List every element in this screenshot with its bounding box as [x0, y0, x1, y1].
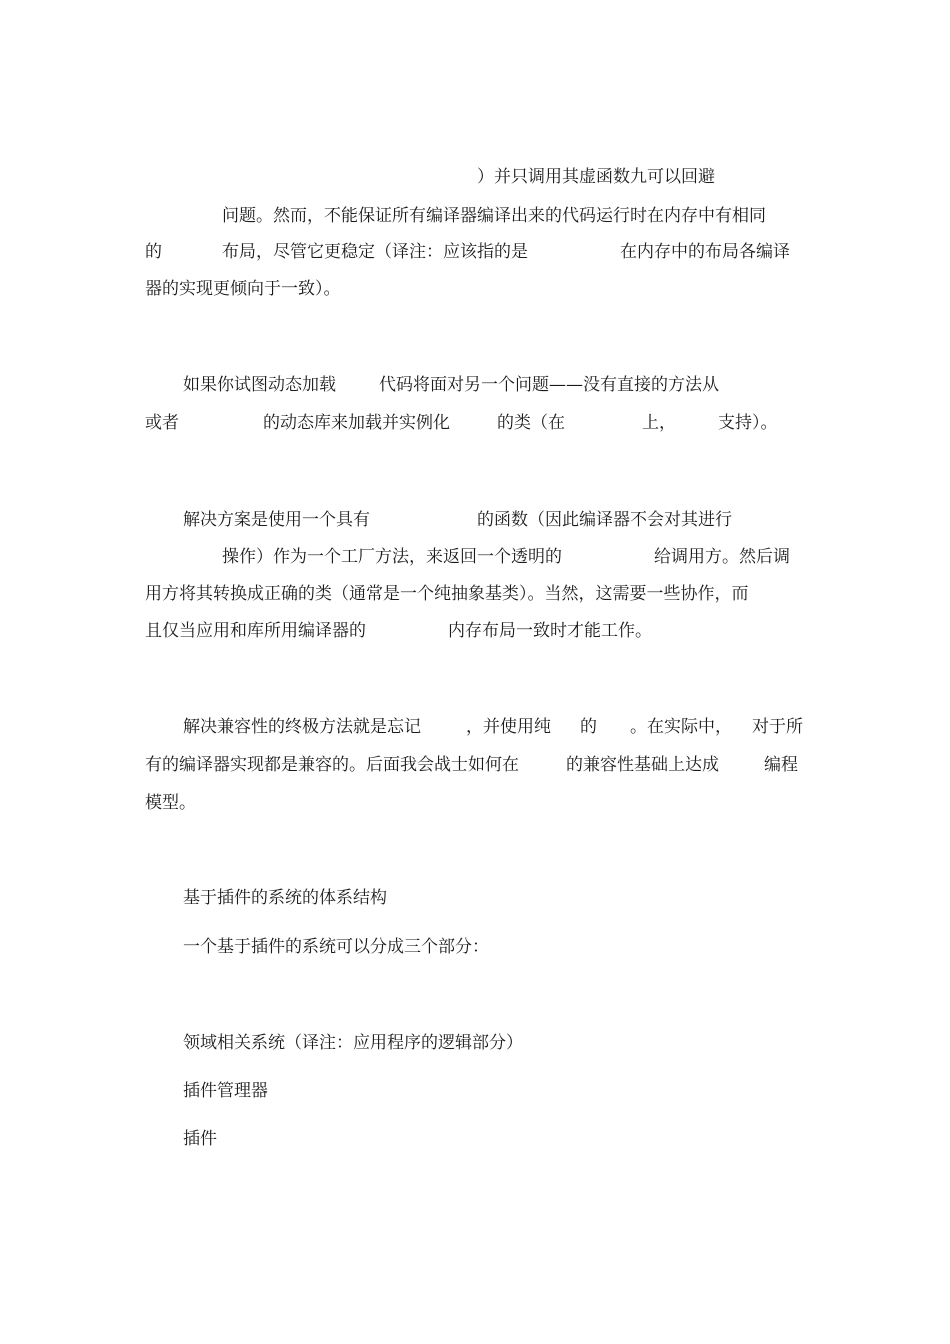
- section-intro: 一个基于插件的系统可以分成三个部分：: [183, 937, 489, 957]
- paragraph-4-line-2b: 的兼容性基础上达成: [566, 755, 719, 775]
- paragraph-4-line-1e: 对于所: [752, 717, 803, 737]
- paragraph-1-line-2: 问题。然而，不能保证所有编译器编译出来的代码运行时在内存中有相同: [222, 206, 766, 226]
- paragraph-3-line-4a: 且仅当应用和库所用编译器的: [145, 621, 366, 641]
- section-heading: 基于插件的系统的体系结构: [183, 888, 387, 908]
- paragraph-4-line-2c: 编程: [764, 755, 798, 775]
- paragraph-2-line-2e: 支持）。: [718, 413, 778, 433]
- paragraph-4-line-1c: 的: [580, 717, 597, 737]
- paragraph-3-line-2b: 给调用方。然后调: [654, 547, 790, 567]
- paragraph-4-line-1d: 。在实际中，: [630, 717, 732, 737]
- paragraph-1-line-4: 器的实现更倾向于一致）。: [145, 279, 341, 299]
- section-list-item-1: 领域相关系统（译注：应用程序的逻辑部分）: [183, 1033, 523, 1053]
- section-list-item-2: 插件管理器: [183, 1081, 268, 1101]
- paragraph-4-line-1a: 解决兼容性的终极方法就是忘记: [183, 717, 421, 737]
- paragraph-2-line-1b: 代码将面对另一个问题——没有直接的方法从: [379, 375, 719, 395]
- paragraph-4-line-1b: ，并使用纯: [466, 717, 551, 737]
- paragraph-2-line-2d: 上，: [642, 413, 676, 433]
- paragraph-3-line-2a: 操作）作为一个工厂方法，来返回一个透明的: [222, 547, 562, 567]
- paragraph-1-line-3a: 的: [145, 242, 162, 262]
- section-list-item-3: 插件: [183, 1129, 217, 1149]
- paragraph-2-line-2b: 的动态库来加载并实例化: [263, 413, 450, 433]
- paragraph-4-line-3: 模型。: [145, 793, 196, 813]
- paragraph-3-line-3: 用方将其转换成正确的类（通常是一个纯抽象基类）。当然，这需要一些协作，而: [145, 584, 749, 604]
- paragraph-1-line-1: ）并只调用其虚函数九可以回避: [477, 167, 715, 187]
- paragraph-3-line-4b: 内存布局一致时才能工作。: [448, 621, 652, 641]
- paragraph-1-line-3c: 在内存中的布局各编译: [620, 242, 790, 262]
- paragraph-1-line-3b: 布局，尽管它更稳定（译注：应该指的是: [222, 242, 528, 262]
- paragraph-3-line-1b: 的函数（因此编译器不会对其进行: [477, 510, 732, 530]
- paragraph-4-line-2a: 有的编译器实现都是兼容的。后面我会战士如何在: [145, 755, 519, 775]
- paragraph-2-line-2c: 的类（在: [497, 413, 565, 433]
- paragraph-2-line-1a: 如果你试图动态加载: [183, 375, 336, 395]
- paragraph-2-line-2a: 或者: [145, 413, 179, 433]
- paragraph-3-line-1a: 解决方案是使用一个具有: [183, 510, 370, 530]
